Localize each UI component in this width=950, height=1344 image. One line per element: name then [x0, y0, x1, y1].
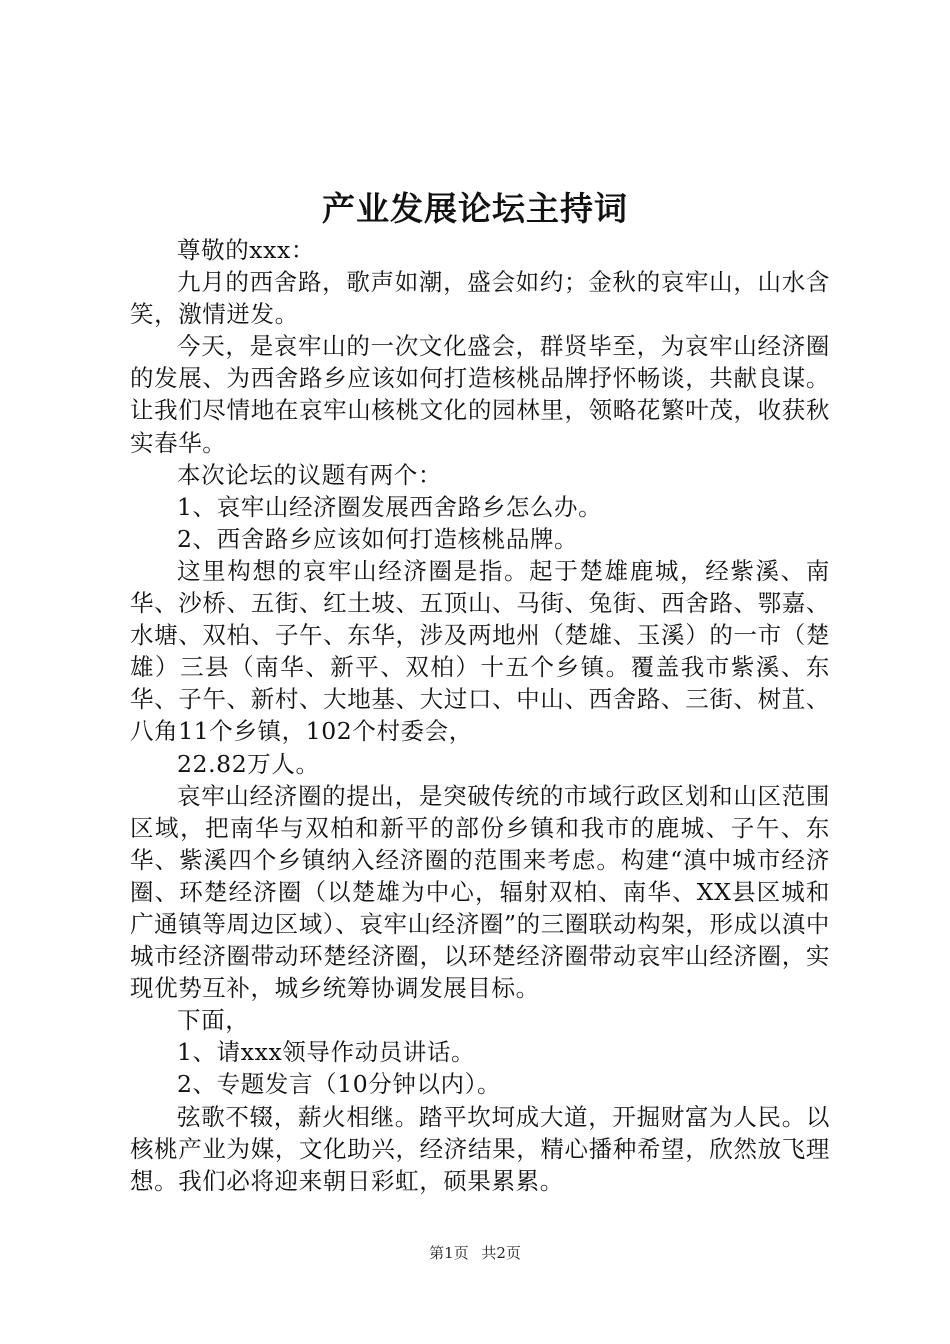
document-body [130, 234, 830, 1197]
topic-item-2: 2、西舍路乡应该如何打造核桃品牌。 [177, 524, 579, 553]
paragraph-economic-circle: 这里构想的哀牢山经济圈是指。起于楚雄鹿城，经紫溪、南华、沙桥、五街、红土坡、五顶山、马街、兔街、西舍路、鄂嘉、水塘、双柏、子午、东华，涉及两地州（楚雄、玉溪）的一市（楚雄）三县（南华、新平、双柏）十五个乡镇。覆盖我市紫溪、东华、子午、新村、大地基、大过口、中山、西舍路、三街、树苴、八角11个乡镇，102个村委会， [130, 556, 830, 746]
salutation: 尊敬的xxx： [177, 236, 315, 264]
paragraph-next: 下面， [177, 1006, 250, 1035]
page-footer [0, 1243, 950, 1263]
agenda-item-2: 2、专题发言（10分钟以内）。 [177, 1070, 502, 1099]
paragraph-today: 今天，是哀牢山的一次文化盛会，群贤毕至，为哀牢山经济圈的发展、为西舍路乡应该如何打造核桃品牌抒怀畅谈，共献良谋。让我们尽情地在哀牢山核桃文化的园林里，领略花繁叶茂，收获秋实春华。 [130, 332, 830, 457]
agenda-item-1: 1、请xxx领导作动员讲话。 [177, 1038, 476, 1067]
document-title: 产业发展论坛主持词 [322, 189, 628, 228]
page-number: 第1页 [429, 1244, 469, 1262]
paragraph-opening: 九月的西舍路，歌声如潮，盛会如约；金秋的哀牢山，山水含笑，激情迸发。 [130, 268, 830, 329]
paragraph-population: 22.82万人。 [177, 749, 320, 778]
paragraph-proposal: 哀牢山经济圈的提出，是突破传统的市域行政区划和山区范围区域，把南华与双柏和新平的部份乡镇和我市的鹿城、子午、东华、紫溪四个乡镇纳入经济圈的范围来考虑。构建“滇中城市经济圈、环楚经济圈（以楚雄为中心，辐射双柏、南华、XX县区城和广通镇等周边区域）、哀牢山经济圈”的三圈联动构架，形成以滇中城市经济圈带动环楚经济圈，以环楚经济圈带动哀牢山经济圈，实现优势互补，城乡统筹协调发展目标。 [130, 781, 830, 1003]
page-total: 共2页 [481, 1244, 521, 1262]
paragraph-topics-intro: 本次论坛的议题有两个： [177, 460, 443, 489]
topic-item-1: 1、哀牢山经济圈发展西舍路乡怎么办。 [177, 492, 603, 521]
paragraph-closing: 弦歌不辍，薪火相继。踏平坎坷成大道，开掘财富为人民。以核桃产业为媒，文化助兴，经济结果，精心播种希望，欣然放飞理想。我们必将迎来朝日彩虹，硕果累累。 [130, 1102, 830, 1195]
